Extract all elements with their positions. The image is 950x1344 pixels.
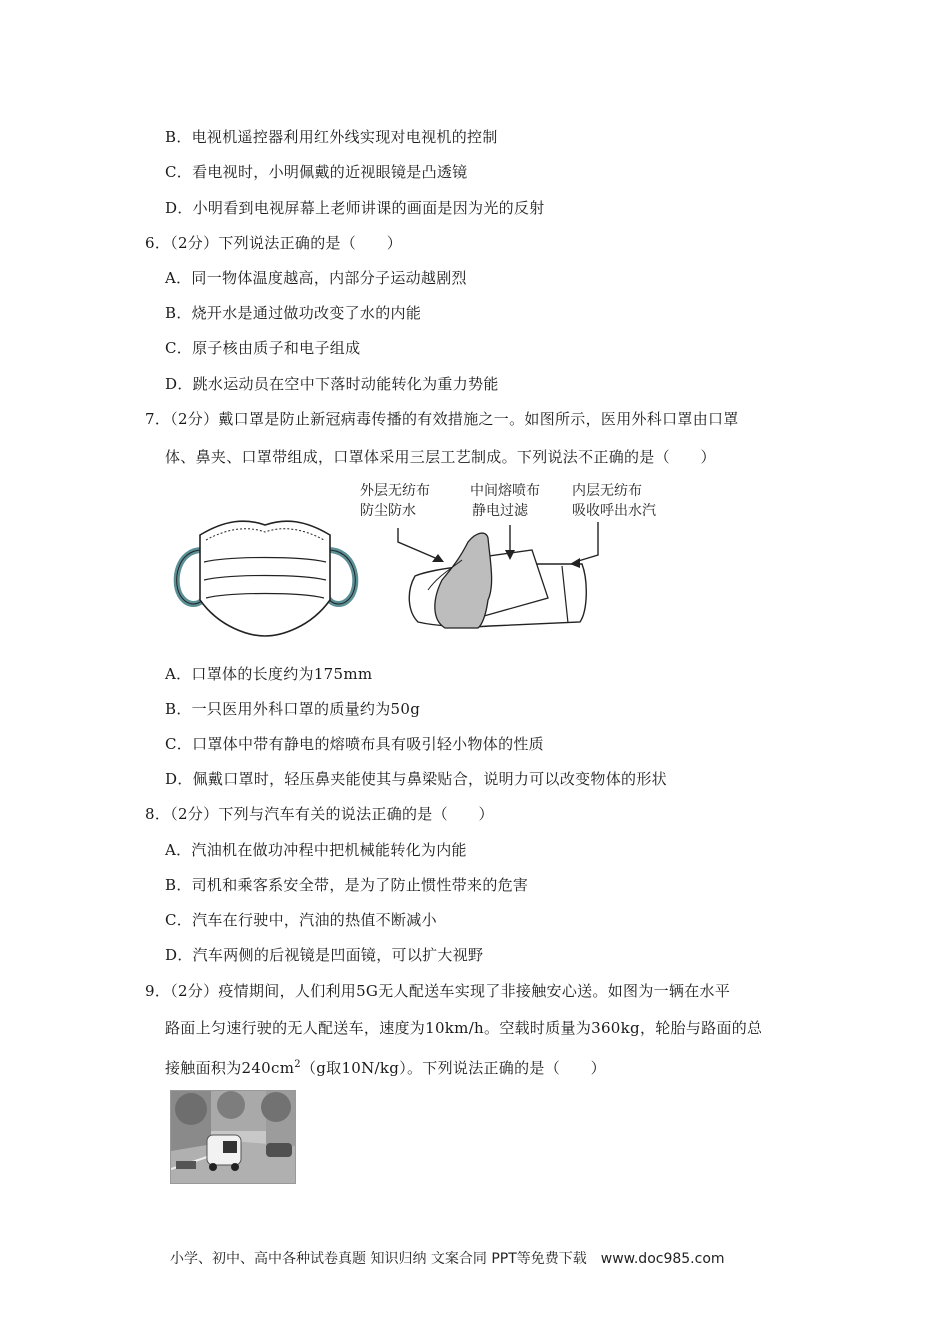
q5-option-d: D．小明看到电视屏幕上老师讲课的画面是因为光的反射 xyxy=(165,199,545,217)
label-outer-1: 外层无纺布 xyxy=(360,483,430,499)
q9-stem-line1: 9．（2分）疫情期间，人们利用5G无人配送车实现了非接触安心送。如图为一辆在水平 xyxy=(145,982,731,1000)
q9-stem-line3-sup: 2 xyxy=(294,1059,301,1070)
delivery-vehicle-image xyxy=(171,1091,295,1183)
label-inner-2: 吸收呼出水汽 xyxy=(572,503,656,519)
q8-stem: 8．（2分）下列与汽车有关的说法正确的是（ ） xyxy=(145,805,494,823)
q5-option-c: C．看电视时，小明佩戴的近视眼镜是凸透镜 xyxy=(165,163,468,181)
q8-option-c: C．汽车在行驶中，汽油的热值不断减小 xyxy=(165,911,437,929)
q9-stem-line3-part1: 接触面积为240cm xyxy=(165,1059,295,1077)
q6-option-b: B．烧开水是通过做功改变了水的内能 xyxy=(165,304,422,322)
footer-ad-text: 小学、初中、高中各种试卷真题 知识归纳 文案合同 PPT等免费下载 www.doc985.com xyxy=(170,1251,725,1267)
q8-option-d: D．汽车两侧的后视镜是凹面镜，可以扩大视野 xyxy=(165,946,484,964)
q7-option-b: B．一只医用外科口罩的质量约为50g xyxy=(165,700,421,718)
q9-stem-line2: 路面上匀速行驶的无人配送车，速度为10km/h。空载时质量为360kg，轮胎与路面的总 xyxy=(165,1019,763,1037)
q6-option-a: A．同一物体温度越高，内部分子运动越剧烈 xyxy=(165,269,467,287)
delivery-vehicle-photo xyxy=(170,1090,296,1184)
q6-option-c: C．原子核由质子和电子组成 xyxy=(165,339,361,357)
q8-option-b: B．司机和乘客系安全带，是为了防止惯性带来的危害 xyxy=(165,876,529,894)
q6-stem: 6．（2分）下列说法正确的是（ ） xyxy=(145,234,402,252)
label-outer-2: 防尘防水 xyxy=(360,503,416,519)
q7-option-d: D．佩戴口罩时，轻压鼻夹能使其与鼻梁贴合，说明力可以改变物体的形状 xyxy=(165,770,667,788)
q7-stem-line2: 体、鼻夹、口罩带组成，口罩体采用三层工艺制成。下列说法不正确的是（ ） xyxy=(165,448,716,466)
q7-option-a: A．口罩体的长度约为175mm xyxy=(165,665,373,683)
label-inner-1: 内层无纺布 xyxy=(572,483,642,499)
label-middle-2: 静电过滤 xyxy=(472,503,528,519)
q5-option-b: B．电视机遥控器利用红外线实现对电视机的控制 xyxy=(165,128,498,146)
mask-illustration xyxy=(170,480,670,655)
q7-option-c: C．口罩体中带有静电的熔喷布具有吸引轻小物体的性质 xyxy=(165,735,544,753)
label-middle-1: 中间熔喷布 xyxy=(470,483,540,499)
q8-option-a: A．汽油机在做功冲程中把机械能转化为内能 xyxy=(165,841,467,859)
q9-stem-line3-part2: （g取10N/kg）。下列说法正确的是（ ） xyxy=(300,1059,606,1077)
mask-figure xyxy=(170,480,670,655)
q9-stem-line3 xyxy=(165,1055,606,1078)
q6-option-d: D．跳水运动员在空中下落时动能转化为重力势能 xyxy=(165,375,499,393)
q7-stem-line1: 7．（2分）戴口罩是防止新冠病毒传播的有效措施之一。如图所示，医用外科口罩由口罩 xyxy=(145,410,739,428)
